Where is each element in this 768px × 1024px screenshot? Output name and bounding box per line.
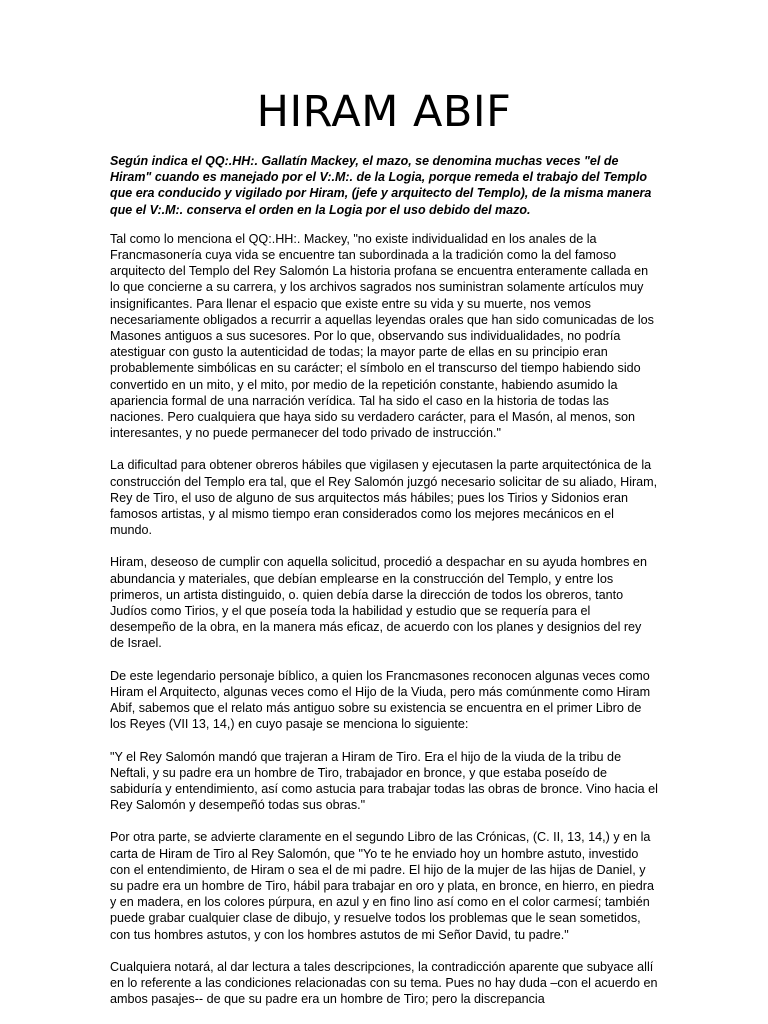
document-title: HIRAM ABIF xyxy=(256,87,512,137)
body-paragraph-1: Tal como lo menciona el QQ:.HH:. Mackey, "no existe individualidad en los anales de la Francmasonería cuya vida se encuentre tan subordinada a la tradición como la del famoso arquitecto del Templo del Rey Salomón La historia profana se encuentra enteramente callada en lo que concierne a su carrera, y los archivos sagrados nos suministran solamente artículos muy insignificantes. Para llenar el espacio que existe entre su vida y su muerte, nos vemos necesariamente obligados a recurrir a aquellas leyendas orales que han sido comunicadas de los Masones antiguos a sus sucesores. Por lo que, observando sus individualidades, no podría atestiguar con gusto la autenticidad de todas; la mayor parte de ellas en su principio eran probablemente simbólicas en su carácter; el símbolo en el transcurso del tiempo habiendo sido convertido en un mito, y el mito, por medio de la repetición constante, habiendo asumido la apariencia formal de una narración verídica. Tal ha sido el caso en la historia de todas las naciones. Pero cualquiera que haya sido su verdadero carácter, para el Masón, al menos, son interesantes, y no puede permanecer del todo privado de instrucción." xyxy=(110,231,654,441)
body-paragraph-3: Hiram, deseoso de cumplir con aquella solicitud, procedió a despachar en su ayuda hombres en abundancia y materiales, que debían emplearse en la construcción del Templo, y entre los primeros, un artista distinguido, o. quien debía darse la dirección de todos los obreros, tanto Judíos como Tirios, y el que poseía toda la habilidad y estudio que se requería para el desempeño de la obra, en la manera más eficaz, de acuerdo con los planes y designios del rey de Israel. xyxy=(110,555,647,651)
body-paragraph-6: Por otra parte, se advierte claramente en el segundo Libro de las Crónicas, (C. II, 13, 14,) y en la carta de Hiram de Tiro al Rey Salomón, que "Yo te he enviado hoy un hombre astuto, investido con el entendimiento, de Hiram o sea el de mi padre. El hijo de la mujer de las hijas de Daniel, y su padre era un hombre de Tiro, hábil para trabajar en oro y plata, en bronce, en hierro, en piedra y en madera, en los colores púrpura, en azul y en fino lino así como en el color carmesí; también puede grabar cualquier clase de dibujo, y resuelve todos los problemas que le sean sometidos, con tus hombres astutos, y con los hombres astutos de mi Señor David, tu padre." xyxy=(110,830,654,942)
document-page xyxy=(110,84,658,1023)
body-paragraph-2: La dificultad para obtener obreros hábiles que vigilasen y ejecutasen la parte arquitectónica de la construcción del Templo era tal, que el Rey Salomón juzgó necesario solicitar de su aliado, Hiram, Rey de Tiro, el uso de alguno de sus arquitectos más hábiles; pues los Tirios y Sidonios eran famosos artistas, y al mismo tiempo eran considerados como los mejores mecánicos en el mundo. xyxy=(110,458,658,538)
body-paragraph-7: Cualquiera notará, al dar lectura a tales descripciones, la contradicción aparente que subyace allí en lo referente a las condiciones relacionadas con su tema. Pues no hay duda –con el acuerdo en ambos pasajes-- de que su padre era un hombre de Tiro; pero la discrepancia xyxy=(110,959,658,1007)
body-paragraph-5: "Y el Rey Salomón mandó que trajeran a Hiram de Tiro. Era el hijo de la viuda de la tribu de Neftali, y su padre era un hombre de Tiro, trabajador en bronce, y que estaba poseído de sabiduría y entendimiento, así como astucia para trabajar todas las obras de bronce. Vino hacia el Rey Salomón y desempeñó todas sus obras." xyxy=(110,749,658,813)
intro-paragraph: Según indica el QQ:.HH:. Gallatín Mackey, el mazo, se denomina muchas veces "el de Hiram" cuando es manejado por el V:.M:. de la Logia, porque remeda el trabajo del Templo que era conducido y vigilado por Hiram, (jefe y arquitecto del Templo), de la misma manera que el V:.M:. conserva el orden en la Logia por el uso debido del mazo. xyxy=(110,154,652,217)
body-paragraph-4: De este legendario personaje bíblico, a quien los Francmasones reconocen algunas veces como Hiram el Arquitecto, algunas veces como el Hijo de la Viuda, pero más comúnmente como Hiram Abif, sabemos que el relato más antiguo sobre su existencia se encuentra en el primer Libro de los Reyes (VII 13, 14,) en cuyo pasaje se menciona lo siguiente: xyxy=(110,668,651,732)
